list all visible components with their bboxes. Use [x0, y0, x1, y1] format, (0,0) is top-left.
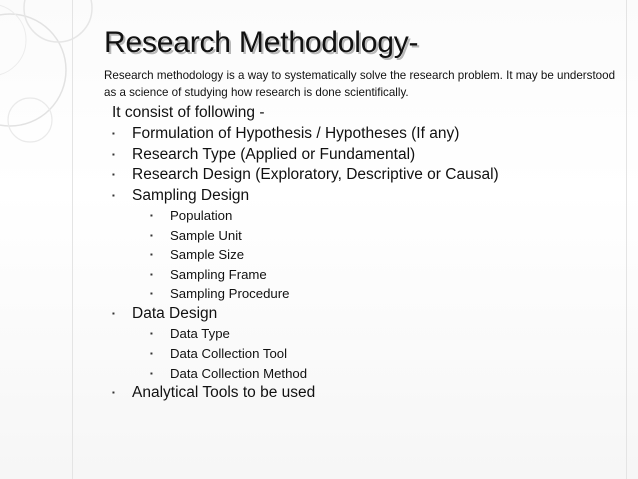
sub-list-item — [132, 226, 612, 246]
list-item — [112, 383, 612, 404]
sub-list — [132, 324, 612, 383]
square-bullet-icon: ▪ — [112, 129, 115, 138]
sub-list-item — [132, 206, 612, 226]
sub-list-item — [132, 284, 612, 304]
square-bullet-icon: ▪ — [150, 289, 153, 299]
sub-list-item — [132, 265, 612, 285]
sub-list — [132, 206, 612, 304]
sub-list-item — [132, 245, 612, 265]
sub-list-item-label: Data Collection Method — [170, 365, 308, 381]
list-item — [112, 165, 612, 186]
square-bullet-icon: ▪ — [112, 190, 115, 200]
list-item-label: Formulation of Hypothesis / Hypotheses (If any) — [132, 125, 460, 142]
sub-list-item — [132, 324, 612, 344]
square-bullet-icon: ▪ — [150, 230, 153, 240]
square-bullet-icon: ▪ — [150, 211, 153, 220]
sub-list-item-label: Sampling Procedure — [170, 286, 290, 302]
sub-list-item — [132, 344, 612, 364]
sub-list-item — [132, 364, 612, 384]
square-bullet-icon: ▪ — [150, 329, 153, 339]
square-bullet-icon: ▪ — [150, 250, 153, 260]
bullet-list — [112, 124, 612, 404]
list-item — [112, 304, 612, 383]
square-bullet-icon: ▪ — [150, 269, 153, 279]
list-item-label: Research Type (Applied or Fundamental) — [132, 145, 416, 163]
list-item-label: Data Design — [132, 304, 218, 322]
sub-list-item-label: Sampling Frame — [170, 266, 267, 282]
list-item — [112, 186, 612, 304]
square-bullet-icon: ▪ — [112, 308, 115, 318]
sub-list-item-label: Population — [170, 208, 233, 223]
slide-title: Research Methodology- — [104, 26, 419, 59]
sub-list-item-label: Data Collection Tool — [170, 346, 288, 362]
slide-content — [112, 103, 612, 404]
list-item-label: Sampling Design — [132, 186, 250, 204]
intro-text: It consist of following - — [112, 104, 265, 121]
square-bullet-icon: ▪ — [150, 368, 153, 378]
square-bullet-icon: ▪ — [112, 388, 115, 398]
list-item — [112, 145, 612, 166]
list-item-label: Research Design (Exploratory, Descriptive or Causal) — [132, 166, 499, 183]
list-item-label: Analytical Tools to be used — [132, 384, 316, 402]
slide-subtitle: Research methodology is a way to systematically solve the research problem. It may be understood as a science of studying how research is done scientifically. — [104, 69, 616, 99]
square-bullet-icon: ▪ — [112, 170, 115, 179]
sub-list-item-label: Sample Size — [170, 247, 245, 263]
sub-list-item-label: Data Type — [170, 326, 230, 342]
square-bullet-icon: ▪ — [150, 349, 153, 359]
sub-list-item-label: Sample Unit — [170, 227, 242, 243]
list-item — [112, 124, 612, 145]
square-bullet-icon: ▪ — [112, 149, 115, 159]
